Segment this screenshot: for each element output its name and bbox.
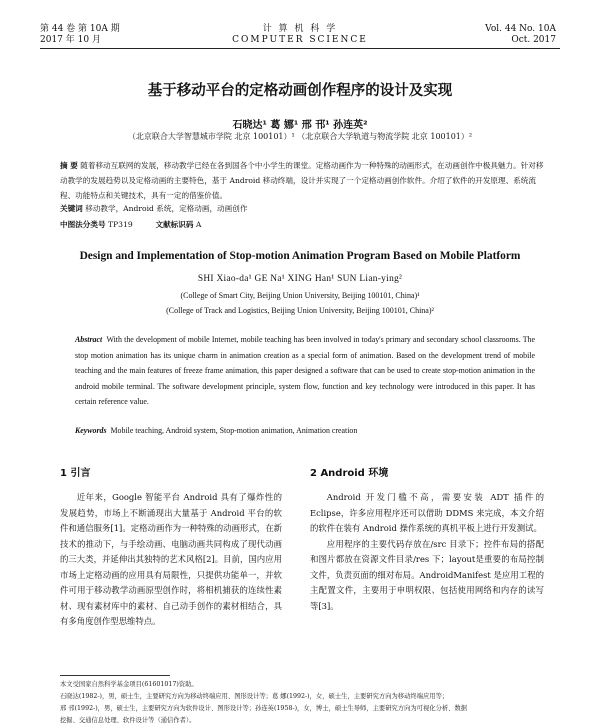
keywords-cn	[60, 203, 247, 215]
volume-issue: 第 44 卷 第 10A 期	[40, 24, 120, 34]
issue-date: 2017 年 10 月	[40, 35, 101, 45]
affiliation-en-1: (College of Smart City, Beijing Union University, Beijing 100101, China)¹	[180, 291, 420, 300]
volume-issue-en: Vol. 44 No. 10A	[485, 24, 556, 34]
section-2-paragraph-2: 应用程序的主要代码存放在/src 目录下；控件布局的搭配和图片都放在资源文件目录/res 下；layout是重要的布局控制文件，负责页面的细对布局。AndroidManifest 是应用工程的主配置文件，主要用于申明权限、包括使用网络和内存的读写等[3]。	[310, 538, 544, 611]
journal-name-cn: 计 算 机 科 学	[262, 24, 338, 34]
journal-name-en: COMPUTER SCIENCE	[232, 35, 368, 45]
clc-label: 中图法分类号	[60, 220, 106, 229]
keywords-en-text: Mobile teaching, Android system, Stop-motion animation, Animation creation	[110, 426, 358, 435]
footnote-divider	[60, 675, 170, 676]
section-2-heading: 2 Android 环境	[310, 468, 389, 479]
abstract-en-label: Abstract	[75, 335, 103, 344]
abstract-en	[75, 332, 535, 410]
doc-code-value: A	[195, 220, 202, 229]
abstract-cn-text: 随着移动互联网的发展，移动教学已经在各到国各个中小学生的课堂。定格动画作为一种特殊的动画形式，在动画创作中极具魅力。针对移动教学的发展趋势以及定格动画的主要特色，基于 Android 移动终端，设计并实现了一个定格动画创作软件。介绍了软件的开发原理、系统流程、功能特点和关键技术，具有一定的借鉴价值。	[60, 161, 544, 200]
authors-cn: 石晓达¹ 葛 娜¹ 邢 邗¹ 孙连英²	[232, 120, 368, 131]
paper-title-cn: 基于移动平台的定格动画创作程序的设计及实现	[147, 83, 453, 99]
abstract-cn-label: 摘 要	[60, 161, 78, 170]
header-divider	[40, 48, 560, 49]
footnote-funding: 本文受国家自然科学基金项目(61601017)资助。	[60, 681, 198, 688]
keywords-cn-label: 关键词	[60, 204, 83, 213]
keywords-cn-text: 移动教学，Android 系统，定格动画，动画创作	[85, 204, 248, 213]
clc-value: TP319	[107, 220, 133, 229]
abstract-cn	[60, 158, 545, 203]
footnote-authors-3: 挖掘、交通信息处理、软件设计等（通信作者）。	[60, 717, 196, 724]
affiliation-en-2: (College of Track and Logistics, Beijing Union University, Beijing 100101, China)²	[166, 306, 434, 315]
section-1-heading: 1 引言	[60, 468, 91, 479]
keywords-en-label: Keywords	[75, 426, 107, 435]
doc-code-label: 文献标识码	[155, 220, 194, 229]
affiliation-cn: （北京联合大学智慧城市学院 北京 100101）¹ （北京联合大学轨道与物流学院 北京 100101）²	[127, 132, 473, 141]
footnotes	[60, 679, 550, 727]
section-2-body	[310, 490, 544, 614]
paper-title-en: Design and Implementation of Stop-motion Animation Program Based on Mobile Platform	[79, 250, 521, 262]
keywords-en	[75, 425, 545, 437]
footnote-authors-2: 邢 邗(1992-)，男，硕士生，主要研究方向为软件设计、图形设计等；孙连英(1958-)，女，博士，硕士生导师，主要研究方向为可视化分析、数据	[60, 705, 468, 712]
footnote-authors-1: 石晓达(1982-)，男，硕士生，主要研究方向为移动终端应用、图形设计等；葛 娜(1992-)，女，硕士生，主要研究方向为移动终端应用等；	[60, 693, 449, 700]
section-1-body: 近年来，Google 智能平台 Android 具有了爆炸性的发展趋势，市场上不断涌现出大量基于 Android 平台的软件和通信服务[1]。定格动画作为一种特殊的动画形式，在新技术的推动下，与手绘动画、电脑动画共同构成了现代动画的三大类，并延伸出其独特的艺术风格[2]。目前，国内应用市场上定格动画的应用具有局限性，只提供功能单一，并软件可用于移动教学动画原型创作时，将相机捕获的连续性素材、现有素材库中的素材、自己动手创作的素材相结合，具有多角度创作型思维特点。	[60, 492, 282, 626]
issue-date-en: Oct. 2017	[511, 35, 556, 45]
classification-cn	[60, 219, 201, 231]
journal-volume-info-en	[485, 24, 556, 46]
section-2-paragraph-1: Android 开发门槛不高，需要安装 ADT 插件的 Eclipse，许多应用程序还可以借助 DDMS 来完成，本文介绍的软件在装有 Android 操作系统的真机平板上进行开发测试。	[310, 492, 544, 533]
authors-en: SHI Xiao-da¹ GE Na¹ XING Han¹ SUN Lian-ying²	[197, 274, 403, 284]
abstract-en-text: With the development of mobile Internet, mobile teaching has been involved in today's primary and secondary school classrooms. The stop motion animation has its unique charm in animation creation as a special form of animation. Based on the development trend of mobile teaching and the main features of freeze frame animation, this paper designed a software that can be used to create stop-motion animation in the android mobile terminal. The software development principle, system flow, function and key technology were introduced in this paper. It has certain reference value.	[75, 335, 535, 407]
